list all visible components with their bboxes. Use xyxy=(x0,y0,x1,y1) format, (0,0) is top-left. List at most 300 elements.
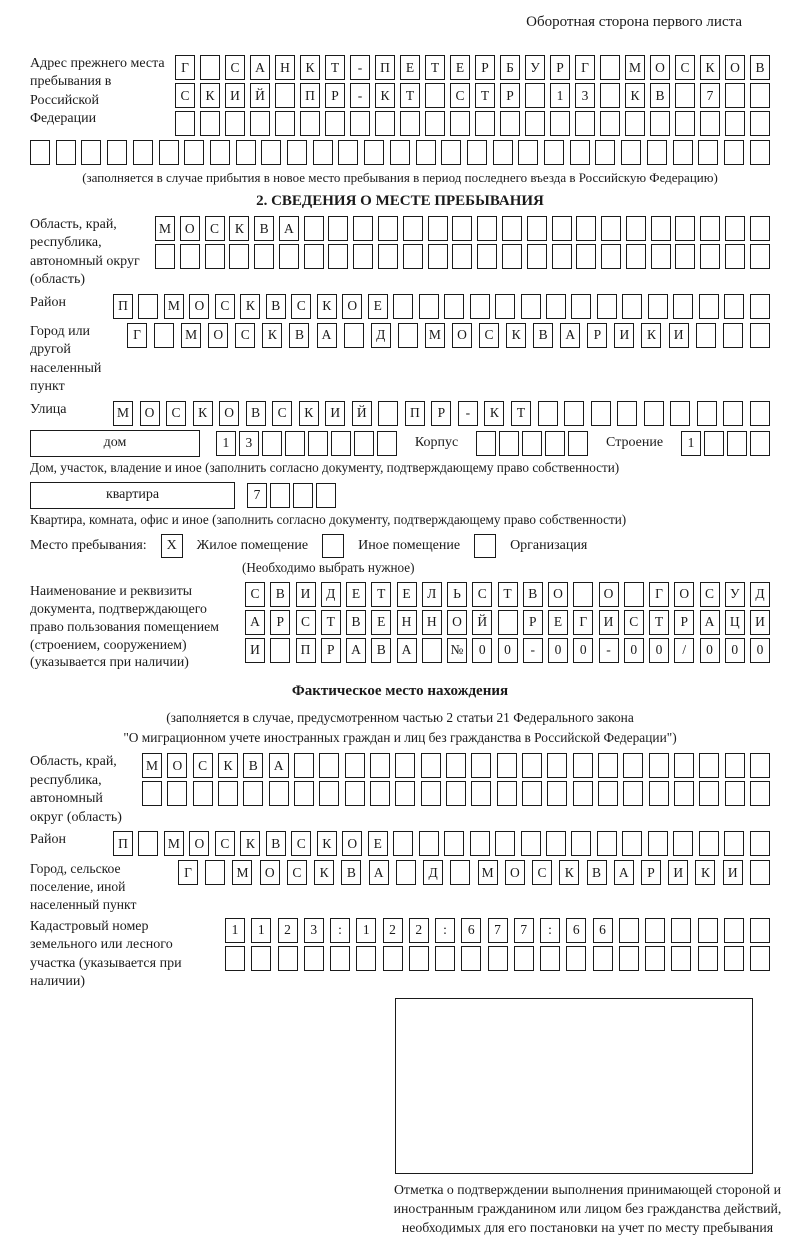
char-cell[interactable]: В xyxy=(523,582,543,607)
char-cell[interactable]: А xyxy=(279,216,299,241)
char-cell[interactable] xyxy=(600,111,620,136)
char-cell[interactable] xyxy=(304,216,324,241)
char-cell[interactable]: Н xyxy=(422,610,442,635)
char-cell[interactable] xyxy=(56,140,76,165)
char-cell[interactable] xyxy=(514,946,534,971)
char-cell[interactable]: Е xyxy=(397,582,417,607)
char-cell[interactable] xyxy=(477,216,497,241)
char-cell[interactable]: С xyxy=(193,753,213,778)
char-cell[interactable]: У xyxy=(725,582,745,607)
char-cell[interactable]: Г xyxy=(649,582,669,607)
char-cell[interactable]: О xyxy=(505,860,525,885)
char-cell[interactable] xyxy=(471,781,491,806)
char-cell[interactable] xyxy=(750,781,770,806)
char-cell[interactable] xyxy=(133,140,153,165)
char-cell[interactable] xyxy=(495,294,515,319)
char-cell[interactable] xyxy=(566,946,586,971)
char-cell[interactable] xyxy=(673,831,693,856)
char-cell[interactable] xyxy=(254,244,274,269)
char-cell[interactable]: Р xyxy=(325,83,345,108)
char-cell[interactable] xyxy=(400,111,420,136)
char-cell[interactable] xyxy=(393,294,413,319)
char-cell[interactable] xyxy=(522,431,542,456)
char-cell[interactable]: Й xyxy=(250,83,270,108)
char-cell[interactable] xyxy=(452,216,472,241)
char-cell[interactable] xyxy=(250,111,270,136)
char-cell[interactable]: А xyxy=(245,610,265,635)
checkbox-residential[interactable]: X xyxy=(161,534,183,558)
char-cell[interactable] xyxy=(750,216,770,241)
char-cell[interactable] xyxy=(598,753,618,778)
char-cell[interactable] xyxy=(724,831,744,856)
char-cell[interactable]: М xyxy=(625,55,645,80)
char-cell[interactable]: Ц xyxy=(725,610,745,635)
char-cell[interactable]: С xyxy=(215,294,235,319)
char-cell[interactable] xyxy=(675,244,695,269)
char-cell[interactable] xyxy=(502,216,522,241)
char-cell[interactable]: С xyxy=(296,610,316,635)
char-cell[interactable] xyxy=(499,431,519,456)
char-cell[interactable]: / xyxy=(674,638,694,663)
char-cell[interactable]: 1 xyxy=(550,83,570,108)
char-cell[interactable]: О xyxy=(189,831,209,856)
char-cell[interactable]: К xyxy=(240,831,260,856)
char-cell[interactable] xyxy=(674,781,694,806)
char-cell[interactable] xyxy=(674,753,694,778)
char-cell[interactable] xyxy=(597,831,617,856)
char-cell[interactable]: В xyxy=(371,638,391,663)
char-cell[interactable] xyxy=(623,781,643,806)
char-cell[interactable]: Н xyxy=(275,55,295,80)
char-cell[interactable]: К xyxy=(625,83,645,108)
char-cell[interactable] xyxy=(344,323,364,348)
char-cell[interactable]: О xyxy=(219,401,239,426)
char-cell[interactable]: К xyxy=(559,860,579,885)
char-cell[interactable]: Е xyxy=(450,55,470,80)
char-cell[interactable]: В xyxy=(254,216,274,241)
char-cell[interactable] xyxy=(218,781,238,806)
char-cell[interactable]: Р xyxy=(321,638,341,663)
char-cell[interactable] xyxy=(750,83,770,108)
char-cell[interactable] xyxy=(571,294,591,319)
char-cell[interactable]: М xyxy=(142,753,162,778)
char-cell[interactable]: 6 xyxy=(461,918,481,943)
char-cell[interactable]: Л xyxy=(422,582,442,607)
char-cell[interactable]: И xyxy=(245,638,265,663)
char-cell[interactable] xyxy=(193,781,213,806)
char-cell[interactable] xyxy=(724,140,744,165)
char-cell[interactable]: В xyxy=(587,860,607,885)
char-cell[interactable]: В xyxy=(341,860,361,885)
char-cell[interactable] xyxy=(644,401,664,426)
char-cell[interactable]: 6 xyxy=(566,918,586,943)
char-cell[interactable]: 1 xyxy=(251,918,271,943)
char-cell[interactable]: 2 xyxy=(278,918,298,943)
char-cell[interactable]: А xyxy=(560,323,580,348)
char-cell[interactable] xyxy=(724,946,744,971)
char-cell[interactable] xyxy=(180,244,200,269)
char-cell[interactable] xyxy=(446,753,466,778)
char-cell[interactable] xyxy=(525,83,545,108)
char-cell[interactable]: 2 xyxy=(383,918,403,943)
char-cell[interactable] xyxy=(675,216,695,241)
char-cell[interactable] xyxy=(184,140,204,165)
char-cell[interactable]: 3 xyxy=(575,83,595,108)
char-cell[interactable]: К xyxy=(193,401,213,426)
char-cell[interactable]: М xyxy=(113,401,133,426)
char-cell[interactable] xyxy=(497,781,517,806)
char-cell[interactable] xyxy=(81,140,101,165)
char-cell[interactable]: - xyxy=(599,638,619,663)
char-cell[interactable]: К xyxy=(695,860,715,885)
char-cell[interactable] xyxy=(673,294,693,319)
char-cell[interactable] xyxy=(300,111,320,136)
char-cell[interactable] xyxy=(727,431,747,456)
char-cell[interactable] xyxy=(626,216,646,241)
char-cell[interactable] xyxy=(450,111,470,136)
char-cell[interactable]: Е xyxy=(548,610,568,635)
char-cell[interactable] xyxy=(435,946,455,971)
char-cell[interactable]: - xyxy=(350,55,370,80)
char-cell[interactable] xyxy=(525,111,545,136)
char-cell[interactable] xyxy=(251,946,271,971)
char-cell[interactable]: Т xyxy=(400,83,420,108)
char-cell[interactable] xyxy=(319,781,339,806)
char-cell[interactable] xyxy=(409,946,429,971)
char-cell[interactable] xyxy=(623,753,643,778)
char-cell[interactable] xyxy=(229,244,249,269)
char-cell[interactable] xyxy=(498,610,518,635)
char-cell[interactable] xyxy=(601,216,621,241)
char-cell[interactable]: 3 xyxy=(239,431,259,456)
char-cell[interactable]: Р xyxy=(587,323,607,348)
char-cell[interactable] xyxy=(550,111,570,136)
char-cell[interactable]: Е xyxy=(371,610,391,635)
char-cell[interactable] xyxy=(573,781,593,806)
char-cell[interactable]: О xyxy=(452,323,472,348)
char-cell[interactable] xyxy=(477,244,497,269)
char-cell[interactable] xyxy=(370,753,390,778)
char-cell[interactable]: О xyxy=(342,294,362,319)
char-cell[interactable] xyxy=(576,216,596,241)
char-cell[interactable] xyxy=(671,946,691,971)
char-cell[interactable]: Н xyxy=(397,610,417,635)
char-cell[interactable] xyxy=(576,244,596,269)
char-cell[interactable] xyxy=(396,860,416,885)
char-cell[interactable] xyxy=(724,294,744,319)
char-cell[interactable] xyxy=(547,753,567,778)
char-cell[interactable]: Р xyxy=(641,860,661,885)
char-cell[interactable]: В xyxy=(266,831,286,856)
char-cell[interactable] xyxy=(200,55,220,80)
char-cell[interactable]: Е xyxy=(368,831,388,856)
char-cell[interactable]: 3 xyxy=(304,918,324,943)
char-cell[interactable] xyxy=(570,140,590,165)
char-cell[interactable] xyxy=(319,753,339,778)
char-cell[interactable] xyxy=(205,860,225,885)
char-cell[interactable]: 1 xyxy=(681,431,701,456)
char-cell[interactable]: - xyxy=(350,83,370,108)
char-cell[interactable]: С xyxy=(225,55,245,80)
char-cell[interactable] xyxy=(328,216,348,241)
char-cell[interactable] xyxy=(750,431,770,456)
char-cell[interactable] xyxy=(619,918,639,943)
char-cell[interactable]: А xyxy=(397,638,417,663)
char-cell[interactable] xyxy=(597,294,617,319)
char-cell[interactable]: И xyxy=(750,610,770,635)
char-cell[interactable] xyxy=(421,753,441,778)
char-cell[interactable] xyxy=(328,244,348,269)
char-cell[interactable] xyxy=(444,831,464,856)
char-cell[interactable] xyxy=(645,918,665,943)
char-cell[interactable] xyxy=(200,111,220,136)
char-cell[interactable]: Р xyxy=(674,610,694,635)
char-cell[interactable]: Д xyxy=(371,323,391,348)
char-cell[interactable] xyxy=(527,244,547,269)
char-cell[interactable] xyxy=(518,140,538,165)
char-cell[interactable] xyxy=(425,111,445,136)
char-cell[interactable]: 1 xyxy=(356,918,376,943)
char-cell[interactable] xyxy=(370,781,390,806)
char-cell[interactable]: С xyxy=(700,582,720,607)
checkbox-other-premise[interactable] xyxy=(322,534,344,558)
char-cell[interactable] xyxy=(725,111,745,136)
char-cell[interactable]: С xyxy=(166,401,186,426)
char-cell[interactable] xyxy=(750,111,770,136)
char-cell[interactable] xyxy=(699,781,719,806)
char-cell[interactable]: С xyxy=(215,831,235,856)
char-cell[interactable] xyxy=(700,216,720,241)
char-cell[interactable]: В xyxy=(270,582,290,607)
char-cell[interactable] xyxy=(564,401,584,426)
char-cell[interactable] xyxy=(293,483,313,508)
char-cell[interactable]: Р xyxy=(270,610,290,635)
char-cell[interactable] xyxy=(159,140,179,165)
char-cell[interactable]: Д xyxy=(750,582,770,607)
char-cell[interactable] xyxy=(725,781,745,806)
char-cell[interactable]: К xyxy=(641,323,661,348)
char-cell[interactable]: 0 xyxy=(725,638,745,663)
char-cell[interactable] xyxy=(446,781,466,806)
char-cell[interactable] xyxy=(649,753,669,778)
char-cell[interactable]: Т xyxy=(498,582,518,607)
char-cell[interactable] xyxy=(538,401,558,426)
char-cell[interactable] xyxy=(621,140,641,165)
char-cell[interactable] xyxy=(723,401,743,426)
char-cell[interactable]: Т xyxy=(371,582,391,607)
char-cell[interactable] xyxy=(313,140,333,165)
char-cell[interactable]: С xyxy=(175,83,195,108)
char-cell[interactable] xyxy=(279,244,299,269)
char-cell[interactable]: 0 xyxy=(700,638,720,663)
char-cell[interactable] xyxy=(270,638,290,663)
char-cell[interactable] xyxy=(375,111,395,136)
char-cell[interactable]: 7 xyxy=(700,83,720,108)
char-cell[interactable] xyxy=(377,431,397,456)
char-cell[interactable] xyxy=(330,946,350,971)
char-cell[interactable]: Б xyxy=(500,55,520,80)
char-cell[interactable] xyxy=(750,323,770,348)
char-cell[interactable] xyxy=(573,582,593,607)
char-cell[interactable] xyxy=(698,918,718,943)
char-cell[interactable]: М xyxy=(478,860,498,885)
char-cell[interactable] xyxy=(393,831,413,856)
char-cell[interactable] xyxy=(545,431,565,456)
char-cell[interactable]: К xyxy=(484,401,504,426)
char-cell[interactable] xyxy=(488,946,508,971)
char-cell[interactable]: О xyxy=(180,216,200,241)
char-cell[interactable]: К xyxy=(262,323,282,348)
char-cell[interactable]: А xyxy=(614,860,634,885)
char-cell[interactable]: О xyxy=(650,55,670,80)
char-cell[interactable]: 2 xyxy=(409,918,429,943)
char-cell[interactable] xyxy=(622,294,642,319)
char-cell[interactable]: Т xyxy=(511,401,531,426)
char-cell[interactable] xyxy=(378,401,398,426)
char-cell[interactable]: 0 xyxy=(548,638,568,663)
char-cell[interactable] xyxy=(353,216,373,241)
char-cell[interactable] xyxy=(155,244,175,269)
char-cell[interactable]: : xyxy=(330,918,350,943)
char-cell[interactable] xyxy=(522,753,542,778)
char-cell[interactable]: С xyxy=(245,582,265,607)
char-cell[interactable] xyxy=(294,781,314,806)
char-cell[interactable] xyxy=(142,781,162,806)
char-cell[interactable]: Г xyxy=(178,860,198,885)
char-cell[interactable] xyxy=(651,216,671,241)
char-cell[interactable] xyxy=(419,831,439,856)
char-cell[interactable] xyxy=(591,401,611,426)
char-cell[interactable] xyxy=(624,582,644,607)
char-cell[interactable]: О xyxy=(189,294,209,319)
char-cell[interactable] xyxy=(243,781,263,806)
char-cell[interactable] xyxy=(698,946,718,971)
char-cell[interactable] xyxy=(725,244,745,269)
char-cell[interactable] xyxy=(675,111,695,136)
char-cell[interactable]: К xyxy=(300,55,320,80)
char-cell[interactable]: О xyxy=(725,55,745,80)
char-cell[interactable] xyxy=(261,140,281,165)
char-cell[interactable] xyxy=(225,946,245,971)
char-cell[interactable]: 0 xyxy=(649,638,669,663)
char-cell[interactable] xyxy=(441,140,461,165)
char-cell[interactable]: Р xyxy=(523,610,543,635)
char-cell[interactable] xyxy=(651,244,671,269)
char-cell[interactable]: К xyxy=(506,323,526,348)
char-cell[interactable]: К xyxy=(375,83,395,108)
char-cell[interactable] xyxy=(750,860,770,885)
char-cell[interactable]: М xyxy=(232,860,252,885)
char-cell[interactable] xyxy=(552,244,572,269)
char-cell[interactable]: Ь xyxy=(447,582,467,607)
char-cell[interactable]: Г xyxy=(127,323,147,348)
char-cell[interactable] xyxy=(471,753,491,778)
char-cell[interactable] xyxy=(450,860,470,885)
char-cell[interactable]: 0 xyxy=(624,638,644,663)
char-cell[interactable] xyxy=(421,781,441,806)
char-cell[interactable] xyxy=(575,111,595,136)
char-cell[interactable]: О xyxy=(208,323,228,348)
char-cell[interactable] xyxy=(278,946,298,971)
char-cell[interactable] xyxy=(378,216,398,241)
char-cell[interactable]: В xyxy=(246,401,266,426)
char-cell[interactable] xyxy=(700,244,720,269)
char-cell[interactable]: О xyxy=(599,582,619,607)
char-cell[interactable]: С xyxy=(624,610,644,635)
char-cell[interactable] xyxy=(225,111,245,136)
char-cell[interactable]: М xyxy=(164,294,184,319)
char-cell[interactable]: П xyxy=(113,831,133,856)
char-cell[interactable]: Р xyxy=(550,55,570,80)
char-cell[interactable] xyxy=(723,323,743,348)
char-cell[interactable]: С xyxy=(675,55,695,80)
char-cell[interactable] xyxy=(521,294,541,319)
char-cell[interactable] xyxy=(325,111,345,136)
char-cell[interactable]: 6 xyxy=(593,918,613,943)
char-cell[interactable] xyxy=(502,244,522,269)
char-cell[interactable] xyxy=(210,140,230,165)
char-cell[interactable]: К xyxy=(317,294,337,319)
char-cell[interactable] xyxy=(573,753,593,778)
char-cell[interactable]: В xyxy=(650,83,670,108)
char-cell[interactable] xyxy=(645,946,665,971)
char-cell[interactable] xyxy=(725,753,745,778)
char-cell[interactable]: У xyxy=(525,55,545,80)
char-cell[interactable] xyxy=(671,918,691,943)
char-cell[interactable] xyxy=(304,946,324,971)
char-cell[interactable] xyxy=(154,323,174,348)
char-cell[interactable] xyxy=(475,111,495,136)
char-cell[interactable]: К xyxy=(218,753,238,778)
char-cell[interactable] xyxy=(422,638,442,663)
char-cell[interactable] xyxy=(452,244,472,269)
char-cell[interactable]: В xyxy=(750,55,770,80)
char-cell[interactable]: И xyxy=(599,610,619,635)
char-cell[interactable]: С xyxy=(287,860,307,885)
char-cell[interactable]: С xyxy=(291,831,311,856)
char-cell[interactable]: В xyxy=(266,294,286,319)
char-cell[interactable]: - xyxy=(523,638,543,663)
char-cell[interactable]: В xyxy=(346,610,366,635)
char-cell[interactable]: А xyxy=(269,753,289,778)
char-cell[interactable] xyxy=(175,111,195,136)
char-cell[interactable]: М xyxy=(164,831,184,856)
char-cell[interactable] xyxy=(521,831,541,856)
char-cell[interactable] xyxy=(287,140,307,165)
char-cell[interactable] xyxy=(403,244,423,269)
char-cell[interactable] xyxy=(476,431,496,456)
char-cell[interactable] xyxy=(205,244,225,269)
char-cell[interactable] xyxy=(444,294,464,319)
char-cell[interactable]: К xyxy=(314,860,334,885)
char-cell[interactable]: О xyxy=(447,610,467,635)
char-cell[interactable]: О xyxy=(140,401,160,426)
char-cell[interactable] xyxy=(275,83,295,108)
char-cell[interactable]: С xyxy=(472,582,492,607)
char-cell[interactable]: 0 xyxy=(498,638,518,663)
char-cell[interactable] xyxy=(697,401,717,426)
char-cell[interactable] xyxy=(416,140,436,165)
char-cell[interactable] xyxy=(270,483,290,508)
char-cell[interactable] xyxy=(698,140,718,165)
char-cell[interactable]: Т xyxy=(325,55,345,80)
char-cell[interactable] xyxy=(527,216,547,241)
char-cell[interactable]: 7 xyxy=(514,918,534,943)
char-cell[interactable]: С xyxy=(479,323,499,348)
char-cell[interactable] xyxy=(724,918,744,943)
char-cell[interactable] xyxy=(750,140,770,165)
char-cell[interactable] xyxy=(493,140,513,165)
